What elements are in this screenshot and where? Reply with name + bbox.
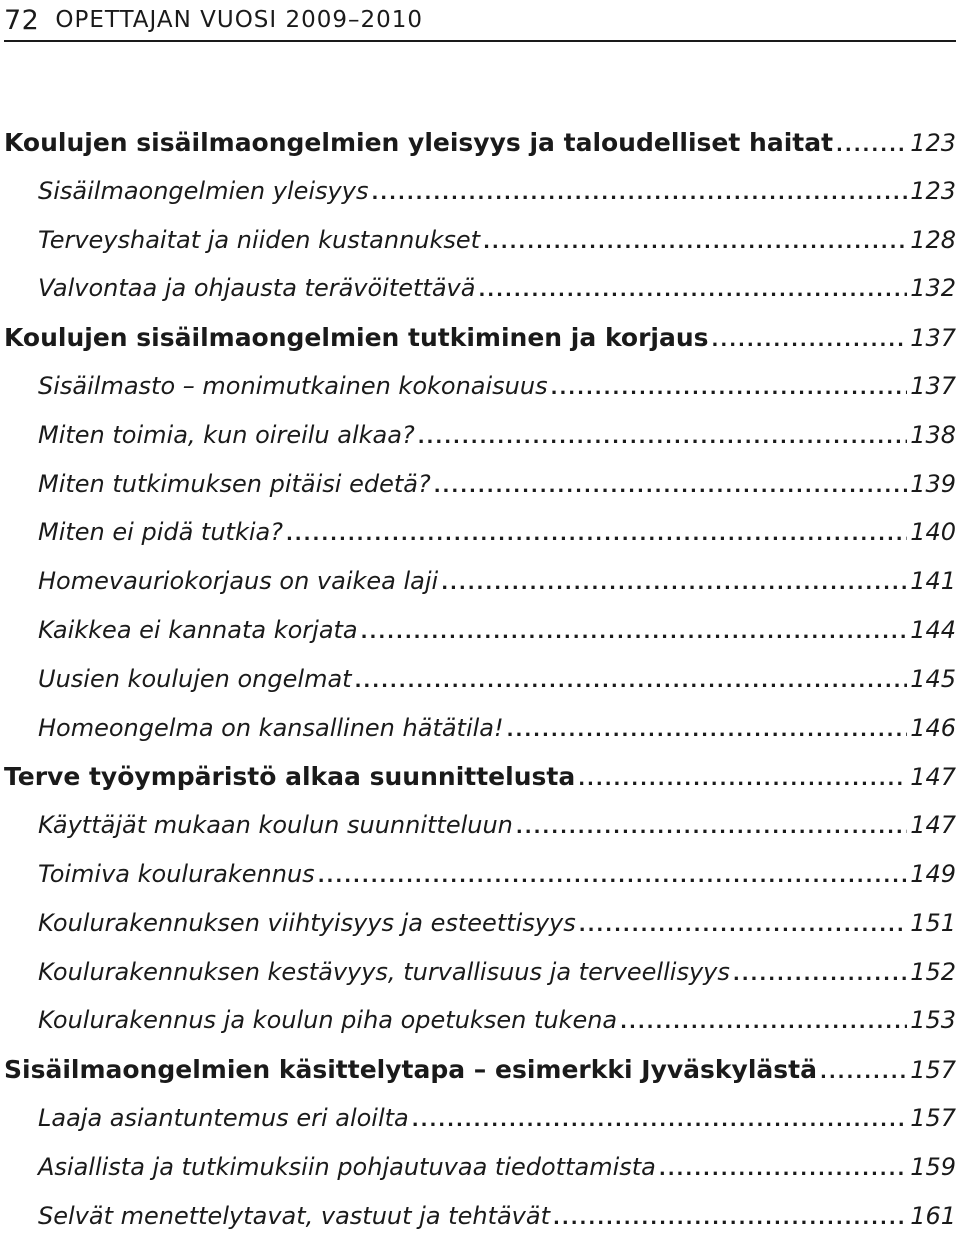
toc-chapter-entry [4, 128, 956, 177]
toc-entry-page-number: 144 [910, 615, 956, 644]
toc-dot-leader [733, 964, 907, 985]
toc-dot-leader [820, 1062, 907, 1083]
toc-entry-page-number: 147 [910, 811, 956, 840]
toc-entry-page-number: 123 [910, 176, 956, 205]
toc-dot-leader [355, 671, 908, 692]
toc-entry-page-number: 151 [910, 908, 956, 937]
toc-entry-page-number: 137 [910, 371, 956, 400]
toc-section-entry [4, 1006, 956, 1055]
toc-entry-title: Laaja asiantuntemus eri aloilta [38, 1103, 409, 1132]
toc-entry-title: Uusien koulujen ongelmat [38, 664, 352, 693]
toc-section-entry [4, 860, 956, 909]
toc-dot-leader [412, 1110, 907, 1131]
toc-entry-title: Miten tutkimuksen pitäisi edetä? [38, 469, 431, 498]
toc-entry-title: Koulujen sisäilmaongelmien yleisyys ja taloudelliset haitat [4, 128, 834, 157]
toc-entry-page-number: 123 [910, 129, 956, 157]
toc-entry-page-number: 149 [910, 859, 956, 888]
toc-dot-leader [507, 720, 908, 741]
toc-entry-page-number: 147 [910, 763, 956, 792]
toc-entry-title: Toimiva koulurakennus [38, 859, 315, 888]
toc-entry-page-number: 145 [910, 664, 956, 693]
toc-entry-page-number: 138 [910, 420, 956, 449]
toc-dot-leader [516, 817, 907, 838]
running-head: OPETTAJAN VUOSI 2009–2010 [55, 7, 424, 33]
toc-entry-title: Sisäilmaongelmien yleisyys [38, 176, 369, 205]
toc-section-entry [4, 470, 956, 519]
toc-entry-page-number: 140 [910, 518, 956, 547]
toc-section-entry [4, 177, 956, 226]
toc-section-entry [4, 665, 956, 714]
toc-dot-leader [579, 915, 907, 936]
toc-chapter-entry [4, 323, 956, 372]
toc-entry-page-number: 146 [910, 713, 956, 742]
toc-dot-leader [318, 866, 908, 887]
toc-dot-leader [836, 135, 907, 156]
toc-entry-page-number: 161 [910, 1201, 956, 1230]
toc-section-entry [4, 518, 956, 567]
toc-entry-page-number: 139 [910, 469, 956, 498]
toc-entry-title: Sisäilmaongelmien käsittelytapa – esimerkki Jyväskylästä [4, 1055, 817, 1085]
toc-section-entry [4, 274, 956, 323]
toc-dot-leader [361, 622, 908, 643]
toc-section-entry [4, 811, 956, 860]
toc-section-entry [4, 421, 956, 470]
toc-section-entry [4, 372, 956, 421]
toc-dot-leader [441, 573, 907, 594]
toc-section-entry [4, 1104, 956, 1153]
toc-section-entry [4, 714, 956, 763]
toc-entry-title: Terveyshaitat ja niiden kustannukset [38, 225, 481, 254]
toc-entry-title: Sisäilmasto – monimutkainen kokonaisuus [38, 371, 548, 400]
toc-entry-page-number: 153 [910, 1006, 956, 1035]
toc-entry-title: Miten ei pidä tutkia? [38, 518, 283, 547]
toc-entry-title: Valvontaa ja ohjausta terävöitettävä [38, 274, 476, 303]
toc-dot-leader [553, 1208, 907, 1229]
toc-entry-page-number: 152 [910, 957, 956, 986]
toc-entry-page-number: 128 [910, 225, 956, 254]
toc-dot-leader [434, 476, 907, 497]
toc-entry-page-number: 137 [910, 324, 956, 353]
toc-dot-leader [286, 524, 907, 545]
toc-dot-leader [371, 183, 907, 204]
toc-section-entry [4, 616, 956, 665]
toc-dot-leader [712, 330, 908, 351]
toc-entry-title: Homevauriokorjaus on vaikea laji [38, 567, 439, 596]
toc-entry-page-number: 157 [910, 1103, 956, 1132]
toc-entry-title: Kaikkea ei kannata korjata [38, 615, 358, 644]
toc-entry-title: Koulujen sisäilmaongelmien tutkiminen ja korjaus [4, 323, 709, 353]
toc-dot-leader [551, 378, 908, 399]
table-of-contents [4, 128, 956, 1250]
toc-entry-page-number: 132 [910, 274, 956, 303]
toc-entry-page-number: 141 [910, 567, 956, 596]
toc-entry-page-number: 157 [910, 1056, 956, 1085]
toc-dot-leader [578, 769, 907, 790]
toc-entry-title: Koulurakennuksen viihtyisyys ja esteettisyys [38, 908, 576, 937]
toc-dot-leader [418, 427, 907, 448]
toc-chapter-entry [4, 1055, 956, 1104]
toc-chapter-entry [4, 762, 956, 811]
toc-dot-leader [659, 1159, 907, 1180]
toc-entry-title: Käyttäjät mukaan koulun suunnitteluun [38, 811, 513, 840]
toc-entry-title: Terve työympäristö alkaa suunnittelusta [4, 762, 576, 792]
toc-entry-page-number: 159 [910, 1152, 956, 1181]
toc-entry-title: Selvät menettelytavat, vastuut ja tehtävät [38, 1201, 551, 1230]
toc-entry-title: Koulurakennus ja koulun piha opetuksen tukena [38, 1006, 618, 1035]
toc-entry-title: Asiallista ja tutkimuksiin pohjautuvaa tiedottamista [38, 1152, 656, 1181]
toc-section-entry [4, 909, 956, 958]
toc-section-entry [4, 226, 956, 275]
toc-section-entry [4, 567, 956, 616]
toc-entry-title: Homeongelma on kansallinen hätätila! [38, 713, 504, 742]
toc-section-entry [4, 1153, 956, 1202]
toc-dot-leader [483, 232, 907, 253]
toc-entry-title: Miten toimia, kun oireilu alkaa? [38, 420, 415, 449]
toc-dot-leader [620, 1012, 907, 1033]
toc-section-entry [4, 1202, 956, 1250]
page-number: 72 [4, 4, 40, 36]
toc-entry-title: Koulurakennuksen kestävyys, turvallisuus ja terveellisyys [38, 957, 730, 986]
page-header [4, 0, 956, 42]
toc-section-entry [4, 958, 956, 1007]
toc-dot-leader [478, 280, 907, 301]
